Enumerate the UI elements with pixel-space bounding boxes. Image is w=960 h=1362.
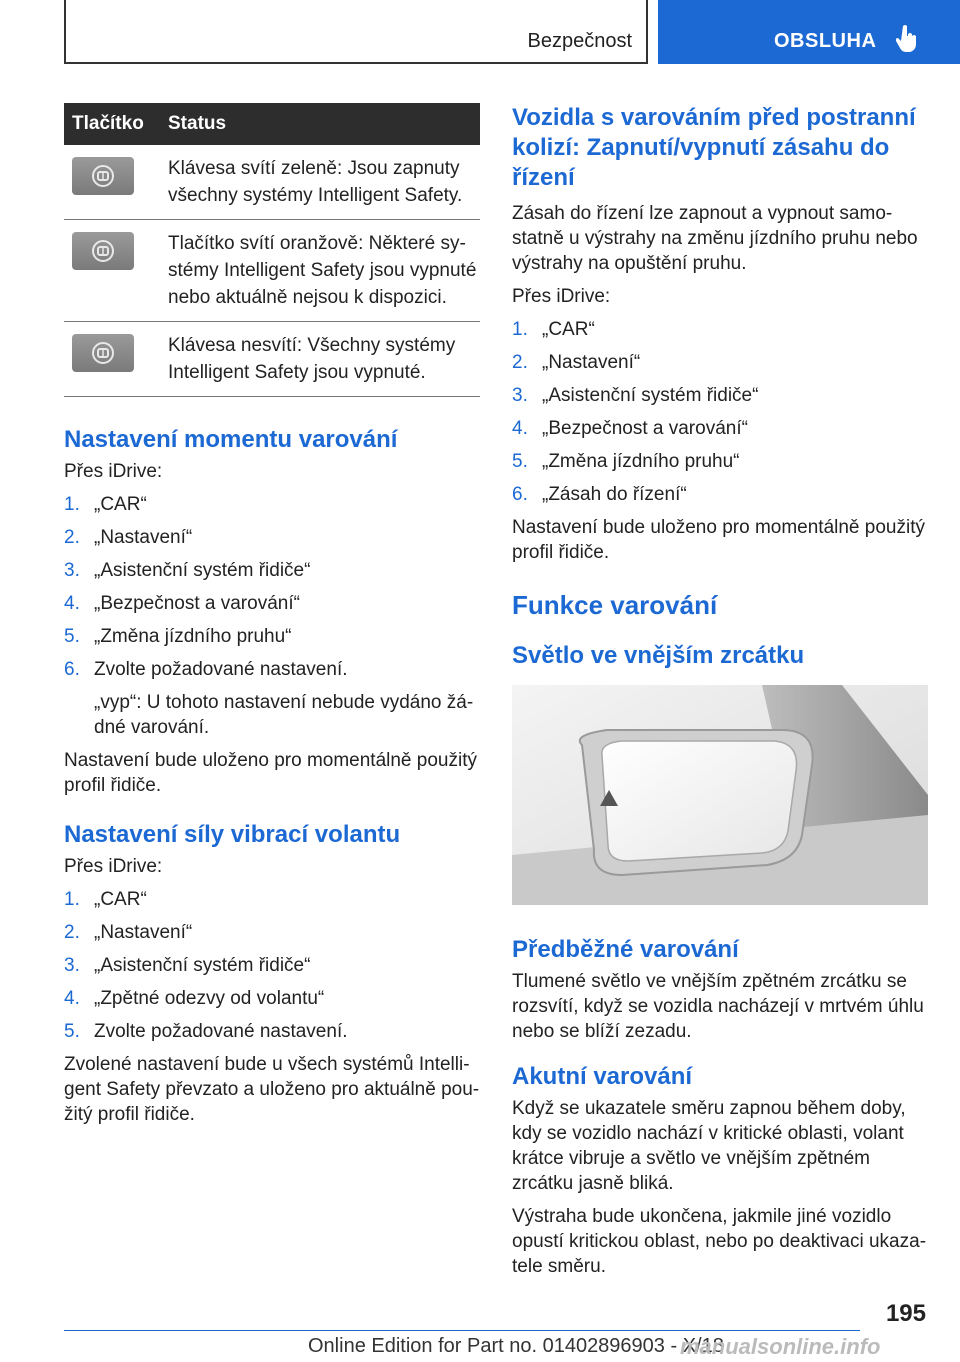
table-header-button: Tlačítko (64, 103, 168, 145)
list-item: 5. Zvolte požadované nastavení. (64, 1021, 348, 1042)
header-box (64, 0, 648, 64)
table-row (64, 322, 480, 397)
chapter-tab-label: OBSLUHA (774, 30, 877, 52)
intro-text: Přes iDrive: (512, 286, 611, 307)
status-text: Klávesa svítí zeleně: Jsou zapnuty všechny systémy Intelligent Safety. (168, 145, 480, 220)
hand-pointer-icon (896, 24, 918, 52)
list-item: 5. „Změna jízdního pruhu“ (512, 451, 740, 472)
footer-divider (64, 1330, 860, 1331)
safety-key-icon (72, 157, 134, 195)
section-heading: Nastavení momentu varování (64, 426, 398, 453)
left-column (64, 103, 480, 1135)
status-table (64, 103, 480, 397)
list-item: 2. „Nastavení“ (512, 352, 641, 373)
section-heading: Vozidla s varováním před postranní kolizí: Zapnutí/vypnutí zásahu do řízení (512, 104, 916, 191)
outro-text: Zvolené nastavení bude u všech systémů Intelligent Safety převzato a uloženo pro aktuálně použitý profil řidiče. (64, 1054, 480, 1125)
edition-text: Online Edition for Part no. 01402896903 - X/18 (308, 1335, 724, 1357)
table-row (64, 220, 480, 322)
safety-key-icon (72, 334, 134, 372)
list-item: 5. „Změna jízdního pruhu“ (64, 626, 292, 647)
intro-text: Přes iDrive: (64, 461, 163, 482)
table-header-status: Status (168, 103, 480, 145)
status-text: Klávesa nesvítí: Všechny systémy Intelligent Safety jsou vypnuté. (168, 322, 480, 397)
section-heading: Světlo ve vnějším zrcátku (512, 642, 805, 669)
list-item: 1. „CAR“ (64, 494, 147, 515)
list-item: 3. „Asistenční systém řidiče“ (512, 385, 759, 406)
side-mirror-image (512, 685, 928, 905)
steps-list (64, 492, 480, 682)
status-text: Tlačítko svítí oranžově: Některé systémy Intelligent Safety jsou vypnuté nebo aktuálně nejsou k dispozici. (168, 220, 480, 322)
safety-key-icon (72, 232, 134, 270)
note-text: „vyp“: U tohoto nastavení nebude vydáno žádné varování. (94, 692, 474, 738)
table-row (64, 145, 480, 220)
watermark-logo: manualsonline.info (680, 1334, 881, 1359)
paragraph: Tlumené světlo ve vnějším zpětném zrcátku se rozsvítí, když se vozidla nacházejí v mrtvém úhlu nebo se blíží zezadu. (512, 971, 924, 1042)
description-text: Zásah do řízení lze zapnout a vypnout samostatně u výstrahy na změnu jízdního pruhu nebo výstrahy na opuštění pruhu. (512, 203, 918, 274)
list-item: 4. „Bezpečnost a varování“ (512, 418, 748, 439)
chapter-tab[interactable] (658, 0, 960, 64)
chapter-heading: Funkce varování (512, 590, 718, 620)
list-item: 6. „Zásah do řízení“ (512, 484, 687, 505)
list-item: 3. „Asistenční systém řidiče“ (64, 955, 311, 976)
section-heading: Akutní varování (512, 1063, 693, 1090)
list-item: 1. „CAR“ (64, 889, 147, 910)
section-heading: Nastavení síly vibrací volantu (64, 821, 401, 848)
intro-text: Přes iDrive: (64, 856, 163, 877)
section-heading: Předběžné varování (512, 936, 739, 963)
outro-text: Nastavení bude uloženo pro momentálně použitý profil řidiče. (512, 517, 925, 563)
list-item: 2. „Nastavení“ (64, 527, 193, 548)
outro-text: Nastavení bude uloženo pro momentálně použitý profil řidiče. (64, 750, 477, 796)
list-item: 1. „CAR“ (512, 319, 595, 340)
right-column (512, 103, 928, 1287)
page-number: 195 (885, 1300, 926, 1327)
paragraph: Výstraha bude ukončena, jakmile jiné vozidlo opustí kritickou oblast, nebo po deaktivaci ukazatele směru. (512, 1206, 927, 1277)
paragraph: Když se ukazatele směru zapnou během doby, kdy se vozidlo nachází v kritické oblasti, volant krátce vibruje a světlo ve vnějším zpětném zrcátku jasně bliká. (512, 1098, 906, 1194)
list-item: 4. „Bezpečnost a varování“ (64, 593, 300, 614)
section-title: Bezpečnost (527, 30, 632, 52)
steps-list (512, 317, 928, 507)
list-item: 4. „Zpětné odezvy od volantu“ (64, 988, 325, 1009)
steps-list (64, 887, 480, 1044)
list-item: 6. Zvolte požadované nastavení. (64, 659, 348, 680)
list-item: 3. „Asistenční systém řidiče“ (64, 560, 311, 581)
list-item: 2. „Nastavení“ (64, 922, 193, 943)
